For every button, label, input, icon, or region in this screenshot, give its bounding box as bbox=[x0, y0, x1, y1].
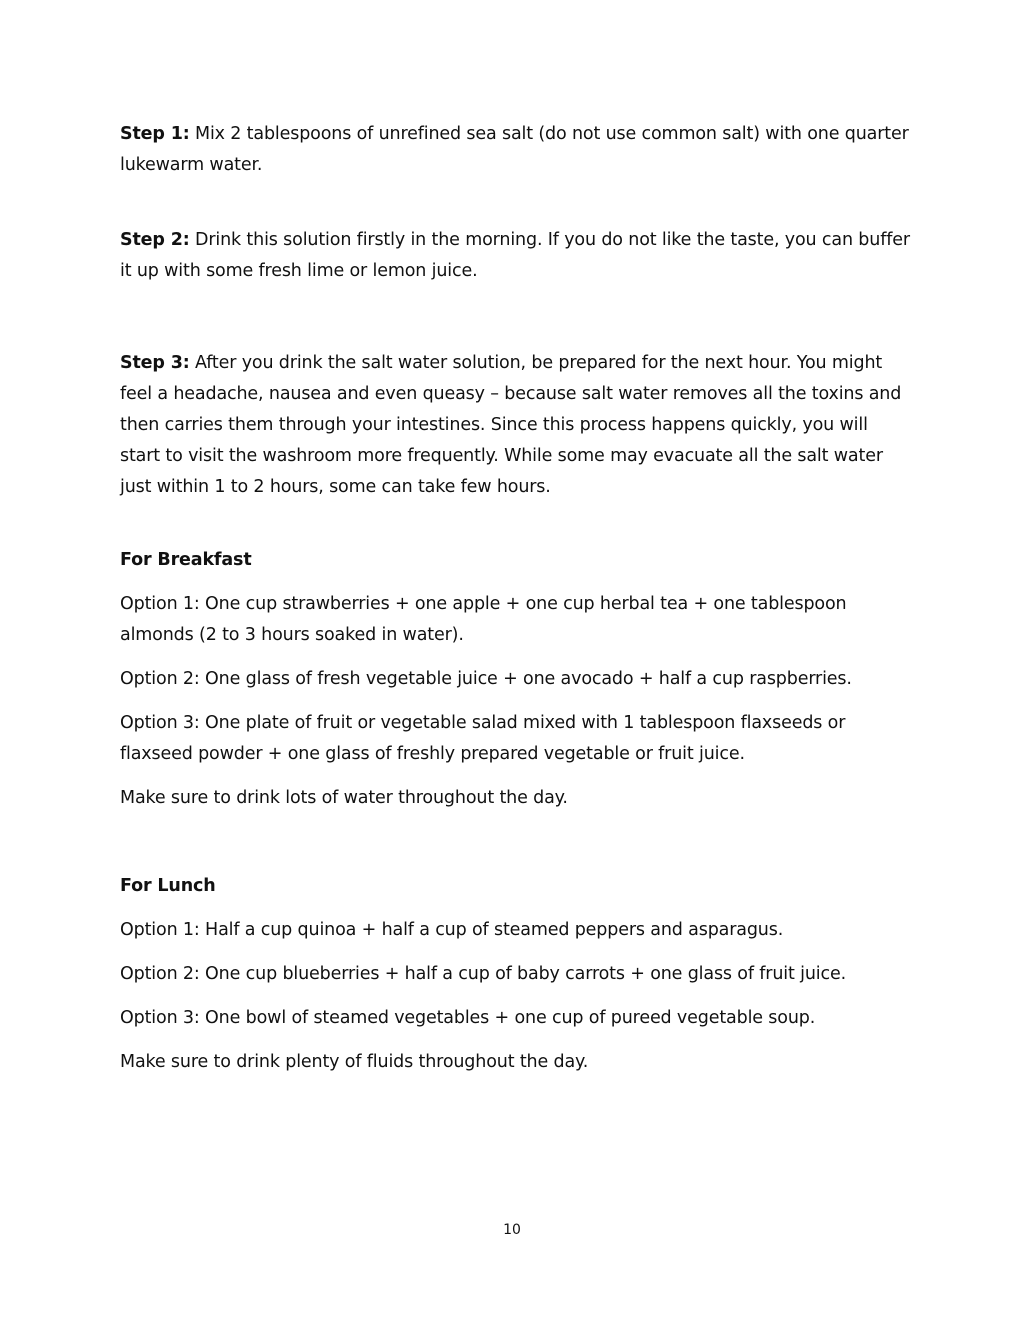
step-2-label: Step 2: bbox=[120, 230, 190, 250]
lunch-option-3: Option 3: One bowl of steamed vegetables + one cup of pureed vegetable soup. bbox=[120, 1008, 816, 1028]
lunch-heading: For Lunch bbox=[120, 876, 216, 896]
breakfast-option-3: Option 3: One plate of fruit or vegetable salad mixed with 1 tablespoon flaxseeds or flaxseed powder + one glass of freshly prepared vegetable or fruit juice. bbox=[120, 713, 846, 764]
step-3-label: Step 3: bbox=[120, 353, 190, 373]
breakfast-option-1: Option 1: One cup strawberries + one apple + one cup herbal tea + one tablespoon almonds (2 to 3 hours soaked in water). bbox=[120, 594, 847, 645]
breakfast-note: Make sure to drink lots of water throughout the day. bbox=[120, 788, 568, 808]
step-2-paragraph bbox=[120, 225, 910, 287]
step-3-text: After you drink the salt water solution, be prepared for the next hour. You might feel a headache, nausea and even queasy – because salt water removes all the toxins and then carries them through your intestines. Since this process happens quickly, you will start to visit the washroom more frequently. While some may evacuate all the salt water just within 1 to 2 hours, some can take few hours. bbox=[120, 353, 902, 497]
lunch-option-1: Option 1: Half a cup quinoa + half a cup of steamed peppers and asparagus. bbox=[120, 920, 784, 940]
step-1-text: Mix 2 tablespoons of unrefined sea salt (do not use common salt) with one quarter lukewarm water. bbox=[120, 124, 909, 175]
lunch-option-2: Option 2: One cup blueberries + half a cup of baby carrots + one glass of fruit juice. bbox=[120, 964, 846, 984]
step-1-label: Step 1: bbox=[120, 124, 190, 144]
breakfast-heading: For Breakfast bbox=[120, 550, 252, 570]
breakfast-option-2: Option 2: One glass of fresh vegetable juice + one avocado + half a cup raspberries. bbox=[120, 669, 852, 689]
step-2-text: Drink this solution firstly in the morning. If you do not like the taste, you can buffer it up with some fresh lime or lemon juice. bbox=[120, 230, 910, 281]
page-number: 10 bbox=[503, 1222, 521, 1238]
step-1-paragraph bbox=[120, 119, 910, 181]
step-3-paragraph bbox=[120, 348, 910, 503]
lunch-note: Make sure to drink plenty of fluids throughout the day. bbox=[120, 1052, 589, 1072]
